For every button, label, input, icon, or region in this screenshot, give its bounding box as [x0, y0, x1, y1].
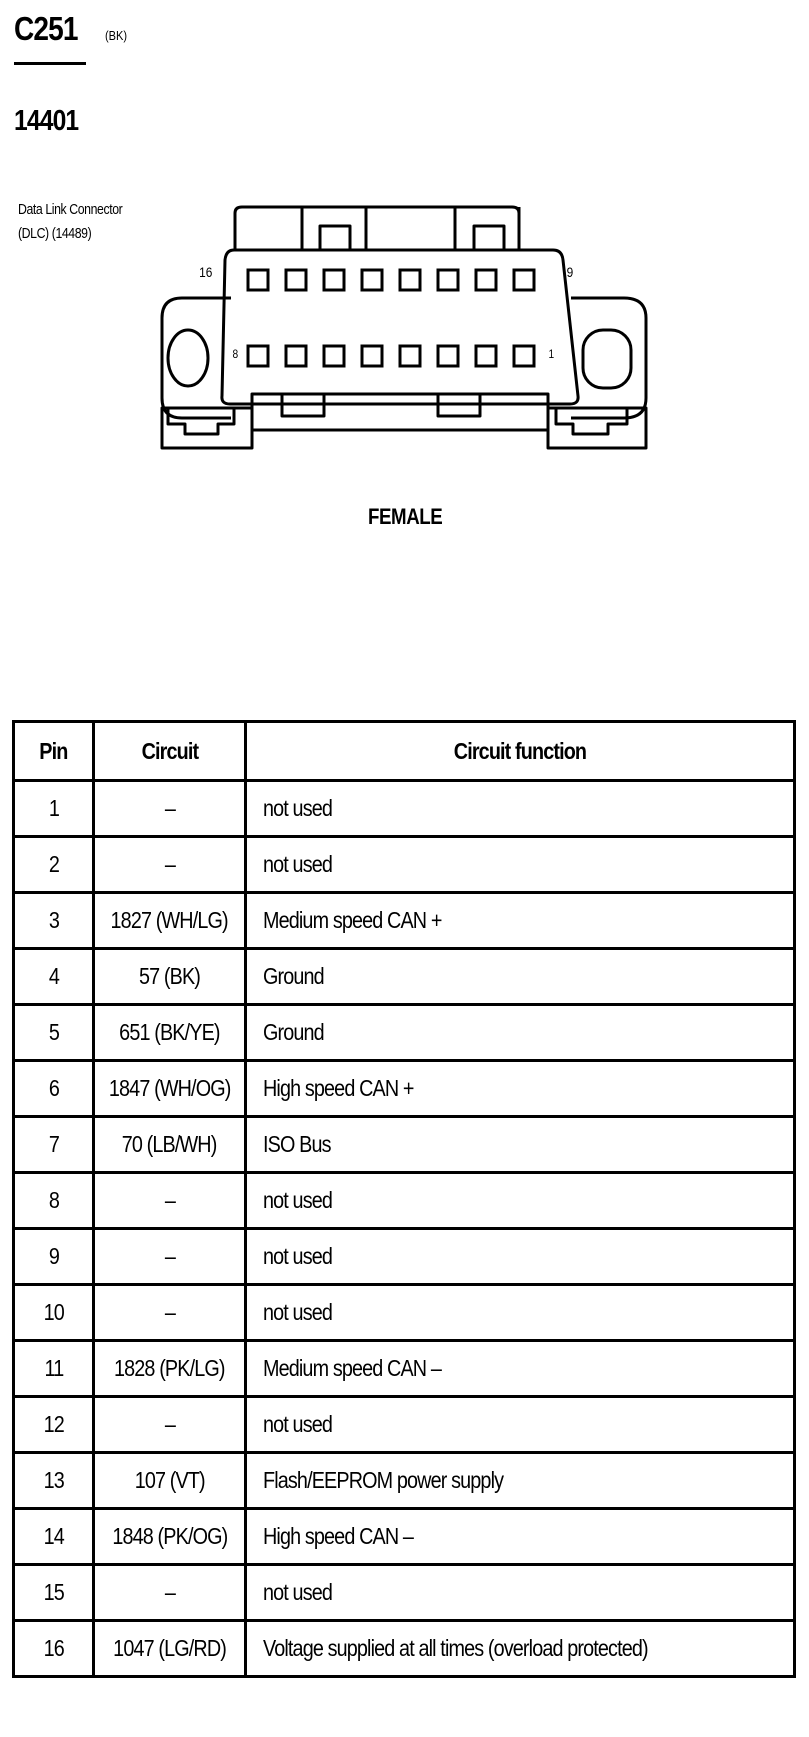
table-row — [14, 837, 795, 893]
table-row — [14, 1621, 795, 1677]
function-cell: Medium speed CAN + — [246, 893, 795, 949]
table-row — [14, 1565, 795, 1621]
circuit-cell: – — [94, 1173, 246, 1229]
table-row — [14, 1509, 795, 1565]
function-cell: not used — [246, 1397, 795, 1453]
table-header-row — [14, 722, 795, 781]
function-cell: Flash/EEPROM power supply — [246, 1453, 795, 1509]
table-row — [14, 1341, 795, 1397]
circuit-cell: 57 (BK) — [94, 949, 246, 1005]
pin-column-header: Pin — [14, 722, 94, 781]
circuit-cell: 651 (BK/YE) — [94, 1005, 246, 1061]
connector-id: C251 — [14, 10, 78, 47]
pin-cell: 8 — [14, 1173, 94, 1229]
circuit-cell: – — [94, 1285, 246, 1341]
function-column-header: Circuit function — [246, 722, 795, 781]
circuit-cell: 1827 (WH/LG) — [94, 893, 246, 949]
pin-cell: 9 — [14, 1229, 94, 1285]
circuit-cell: 70 (LB/WH) — [94, 1117, 246, 1173]
connector-face-diagram — [0, 0, 809, 470]
function-cell: Ground — [246, 1005, 795, 1061]
table-row — [14, 1061, 795, 1117]
connector-label-line2: (DLC) (14489) — [18, 225, 92, 242]
table-row — [14, 1173, 795, 1229]
function-cell: Ground — [246, 949, 795, 1005]
pin-cell: 2 — [14, 837, 94, 893]
function-cell: not used — [246, 1173, 795, 1229]
circuit-cell: 107 (VT) — [94, 1453, 246, 1509]
table-row — [14, 1397, 795, 1453]
table-row — [14, 781, 795, 837]
pin-cell: 12 — [14, 1397, 94, 1453]
pin-cell: 4 — [14, 949, 94, 1005]
function-cell: not used — [246, 1229, 795, 1285]
connector-gender-label: FEMALE — [368, 504, 443, 529]
part-number: 14401 — [14, 105, 79, 137]
pin-cell: 11 — [14, 1341, 94, 1397]
pin-cell: 14 — [14, 1509, 94, 1565]
pin-cell: 10 — [14, 1285, 94, 1341]
table-row — [14, 1453, 795, 1509]
pin-cell: 16 — [14, 1621, 94, 1677]
pin-label-top-left: 16 — [199, 264, 213, 280]
pin-cell: 1 — [14, 781, 94, 837]
circuit-cell: 1848 (PK/OG) — [94, 1509, 246, 1565]
table-row — [14, 949, 795, 1005]
pin-cell: 13 — [14, 1453, 94, 1509]
function-cell: not used — [246, 837, 795, 893]
function-cell: not used — [246, 1285, 795, 1341]
table-row — [14, 1229, 795, 1285]
pin-assignment-table — [12, 720, 796, 1678]
pin-label-top-right: 9 — [566, 264, 574, 280]
pin-cell: 7 — [14, 1117, 94, 1173]
circuit-cell: – — [94, 1565, 246, 1621]
pin-cell: 5 — [14, 1005, 94, 1061]
function-cell: High speed CAN – — [246, 1509, 795, 1565]
table-row — [14, 1285, 795, 1341]
pin-cell: 3 — [14, 893, 94, 949]
circuit-cell: 1047 (LG/RD) — [94, 1621, 246, 1677]
circuit-column-header: Circuit — [94, 722, 246, 781]
connector-label-line1: Data Link Connector — [18, 201, 123, 218]
function-cell: ISO Bus — [246, 1117, 795, 1173]
table-row — [14, 1117, 795, 1173]
pin-cell: 15 — [14, 1565, 94, 1621]
function-cell: High speed CAN + — [246, 1061, 795, 1117]
function-cell: Voltage supplied at all times (overload protected) — [246, 1621, 795, 1677]
circuit-cell: – — [94, 781, 246, 837]
table-row — [14, 1005, 795, 1061]
circuit-cell: – — [94, 1397, 246, 1453]
circuit-cell: 1828 (PK/LG) — [94, 1341, 246, 1397]
pin-cell: 6 — [14, 1061, 94, 1117]
circuit-cell: – — [94, 1229, 246, 1285]
function-cell: Medium speed CAN – — [246, 1341, 795, 1397]
pin-label-bottom-left: 8 — [232, 347, 239, 361]
circuit-cell: – — [94, 837, 246, 893]
circuit-cell: 1847 (WH/OG) — [94, 1061, 246, 1117]
function-cell: not used — [246, 1565, 795, 1621]
table-row — [14, 893, 795, 949]
connector-color: (BK) — [104, 28, 127, 43]
function-cell: not used — [246, 781, 795, 837]
pin-label-bottom-right: 1 — [548, 347, 555, 361]
